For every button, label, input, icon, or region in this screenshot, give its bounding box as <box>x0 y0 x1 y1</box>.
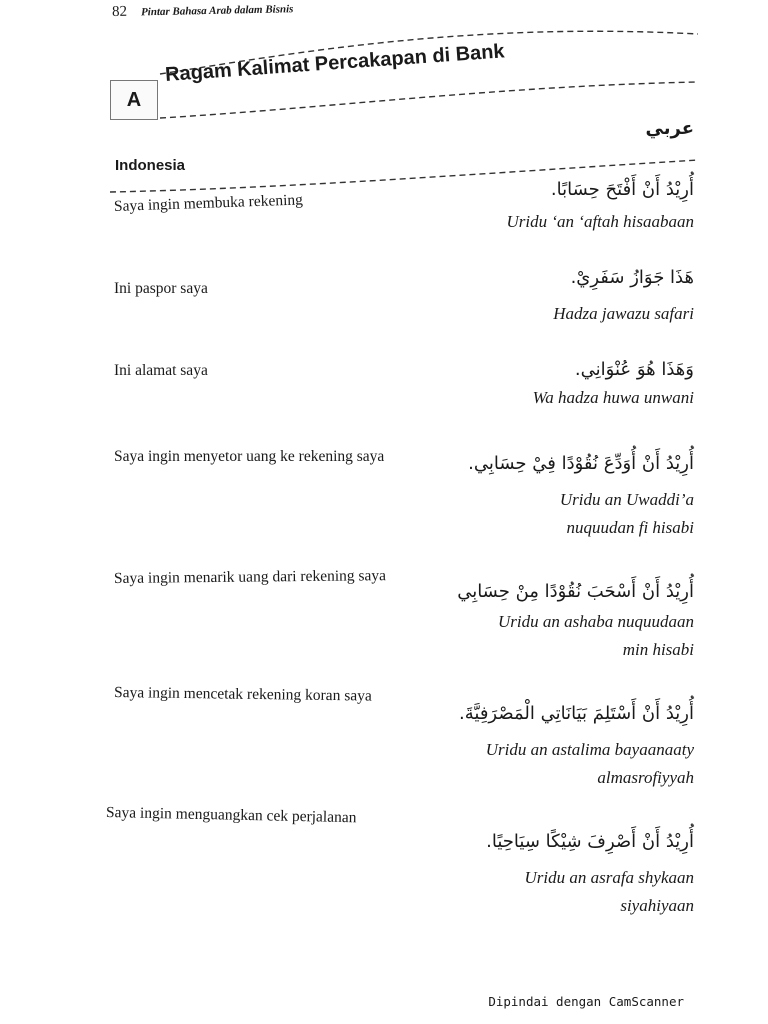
column-header-arabic: عربي <box>645 118 694 139</box>
section-title: Ragam Kalimat Percakapan di Bank <box>164 40 506 87</box>
transliteration-text: Uridu ‘an ‘aftah hisaabaan <box>506 212 694 231</box>
transliteration-text: Wa hadza huwa unwani <box>532 388 694 407</box>
column-header-indonesian: Indonesia <box>115 157 186 174</box>
running-title: Pintar Bahasa Arab dalam Bisnis <box>140 3 294 19</box>
scanner-footer: Dipindai dengan CamScanner <box>488 994 684 1009</box>
arabic-text: وَهَذَا هُوَ عُنْوَانِي. <box>574 359 694 380</box>
section-letter: A <box>126 88 142 111</box>
transliteration-text: Uridu an astalima bayaanaaty almasrofiyyah <box>485 740 694 787</box>
indonesian-text: Saya ingin menyetor uang ke rekening saya <box>114 448 385 465</box>
indonesian-text: Saya ingin menarik uang dari rekening saya <box>113 567 387 587</box>
page-number: 82 <box>111 3 128 20</box>
section-letter-box <box>110 80 158 120</box>
indonesian-text: Saya ingin mencetak rekening koran saya <box>113 684 372 705</box>
indonesian-text: Saya ingin membuka rekening <box>113 191 304 215</box>
transliteration-text: Hadza jawazu safari <box>553 304 694 323</box>
arabic-text: هَذَا جَوَازُ سَفَرِيْ. <box>570 267 694 288</box>
indonesian-text: Saya ingin menguangkan cek perjalanan <box>105 804 357 827</box>
arabic-text: أُرِيْدُ أَنْ أُوَدِّعَ نُقُوْدًا فِيْ حِسَابِي. <box>468 453 694 474</box>
transliteration-text: Uridu an ashaba nuquudaan min hisabi <box>498 612 694 659</box>
transliteration-text: Uridu an Uwaddi’a nuquudan fi hisabi <box>559 490 694 537</box>
transliteration-text: Uridu an asrafa shykaan siyahiyaan <box>524 868 694 915</box>
indonesian-text: Ini paspor saya <box>114 280 208 297</box>
arabic-text: أُرِيْدُ أَنْ أَفْتَحَ حِسَابًا. <box>550 179 694 200</box>
arabic-text: أُرِيْدُ أَنْ أَسْحَبَ نُقُوْدًا مِنْ حِسَابِي <box>457 581 694 602</box>
arabic-text: أُرِيْدُ أَنْ أَسْتَلِمَ بَيَانَاتِي الْمَصْرَفِيَّةَ. <box>459 703 694 724</box>
indonesian-text: Ini alamat saya <box>114 362 208 379</box>
arabic-text: أُرِيْدُ أَنْ أَصْرِفَ شِيْكًا سِيَاحِيًا. <box>486 831 694 852</box>
